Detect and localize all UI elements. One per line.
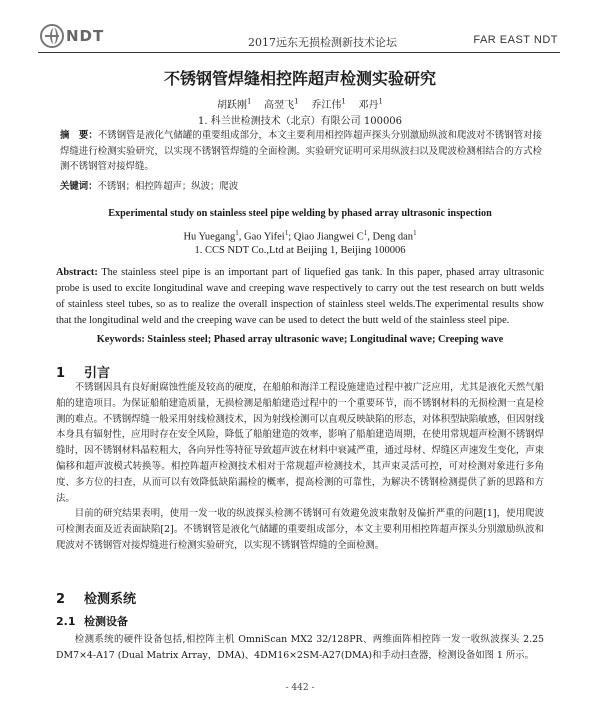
conference-name: 2017远东无损检测新技术论坛 [248, 36, 397, 49]
conference-logo [38, 24, 128, 50]
paper-title-cn: 不锈钢管焊缝相控阵超声检测实验研究 [163, 69, 436, 88]
paragraph: 不锈钢因具有良好耐腐蚀性能及较高的硬度，在船舶和海洋工程设施建造过程中被广泛应用，尤其是液化天然气船舶的建造项目。为保证船舶建造质量，无损检测是船舶建造过程中的一个重要环节，而不锈钢材料的无损检测一直是检测的难点。不锈钢焊缝一般采用射线检测技术，因为射线检测可以直观反映缺陷的形态，对体积型缺陷敏感，但因射线本身具有辐射性，应用时存在安全风险，降低了船舶建造的效率，影响了船舶建造周期，在使用常规超声检测不锈钢焊缝时，因不锈钢材料晶粒粗大，各向异性等特征导致超声波在材料中衰减严重，通过母材、焊缝区声速发生变化，声束偏移和超声波模式转换等。相控阵超声检测技术相对于常规超声检测技术，其声束灵活可控，可对检测对象进行多角度、多方位的扫查，从而可以有效降低缺陷漏检的概率，提高检测的可靠性，为解决不锈钢检测提供了新的思路和方法。 [56, 382, 544, 504]
keywords-en: Keywords: Stainless steel; Phased array ultrasonic wave; Longitudinal wave; Creeping wave [96, 334, 504, 345]
keywords-cn-label: 关键词： [60, 181, 98, 192]
abstract-cn-text: 不锈钢管是液化气储罐的重要组成部分，本文主要利用相控阵超声探头分别激励纵波和爬波对不锈钢管对接焊缝进行检测实验研究，以实现不锈钢管焊缝的全面检测。实验研究证明可采用纵波扫以及爬波检测相结合的方式检测不锈钢管对接焊缝。 [60, 130, 542, 172]
section-1-body [56, 380, 544, 554]
paper-title-en: Experimental study on stainless steel pipe welding by phased array ultrasonic inspection [108, 208, 492, 219]
abstract-en-label: Abstract: [56, 267, 98, 278]
header-brand: FAR EAST NDT [473, 34, 558, 46]
affiliation-cn: 1. 科兰世检测技术（北京）有限公司 100006 [197, 116, 403, 127]
author-cn: 高翌飞 [264, 100, 295, 111]
subsection-heading: 2.1 检测设备 [56, 615, 128, 628]
logo-text: NDT [66, 27, 105, 45]
author-en: Qiao Jiangwei C [293, 231, 364, 243]
author-cn: 邓丹 [358, 100, 379, 111]
author-en: Deng dan [372, 231, 414, 243]
author-en: Gao Yifei [244, 231, 285, 243]
author-cn: 乔江伟 [311, 100, 342, 111]
keywords-cn [60, 178, 542, 192]
page-number: - 442 - [285, 683, 315, 693]
affiliation-en: 1. CCS NDT Co.,Ltd at Beijing 1, Beijing 100006 [194, 245, 406, 256]
abstract-en [56, 265, 544, 329]
section-heading: 2 检测系统 [56, 592, 137, 607]
abstract-cn [60, 128, 542, 175]
authors-cn: 胡跃刚$^1$ 高翌飞$^1$ 乔江伟$^1$ 邓丹$^1$ [216, 97, 384, 111]
author-cn: 胡跃刚 [216, 100, 247, 111]
page-header [38, 26, 560, 53]
author-en: Hu Yuegang [183, 231, 236, 243]
paragraph: 检测系统的硬件设备包括,相控阵主机 OmniScan MX2 32/128PR、两维面阵相控阵一发一收纵波探头 2.25 DM7×4-A17 (Dual Matrix Array，DMA)、4DM16×2SM-A27(DMA)和手动扫查器，检测设备如图 1 所示。 [56, 634, 544, 661]
abstract-en-text: The stainless steel pipe is an important part of liquefied gas tank. In this paper, phased array ultrasonic probe is used to excite longitudinal wave and creeping wave respectively to carry out the test research on butt welds of stainless steel tubes, so as to realize the overall inspection of stainless steel welds.The experimental results show that the longitudinal weld and the creeping wave can be used to detect the butt weld of the stainless steel pipe. [56, 267, 544, 326]
paragraph: 目前的研究结果表明，使用一发一收的纵波探头检测不锈钢可有效避免波束散射及偏折严重的问题[1]，使用爬波可检测表面及近表面缺陷[2]。不锈钢管是液化气储罐的重要组成部分，本文主要利用相控阵超声探头分别激励纵波和爬波对不锈钢管对接焊缝进行检测实验研究，以实现不锈钢管焊缝的全面检测。 [56, 508, 544, 551]
keywords-cn-text: 不锈钢；相控阵超声；纵波；爬波 [97, 181, 239, 192]
authors-en: Hu Yuegang$^1$, Gao Yifei$^1$; Qiao Jiangwei $C^1$, Deng dan$^1$ [183, 229, 417, 243]
section-heading: 1 引言 [56, 366, 111, 381]
section-2-1-body [56, 632, 544, 664]
globe-icon [40, 24, 64, 48]
abstract-cn-label: 摘 要： [60, 130, 98, 141]
